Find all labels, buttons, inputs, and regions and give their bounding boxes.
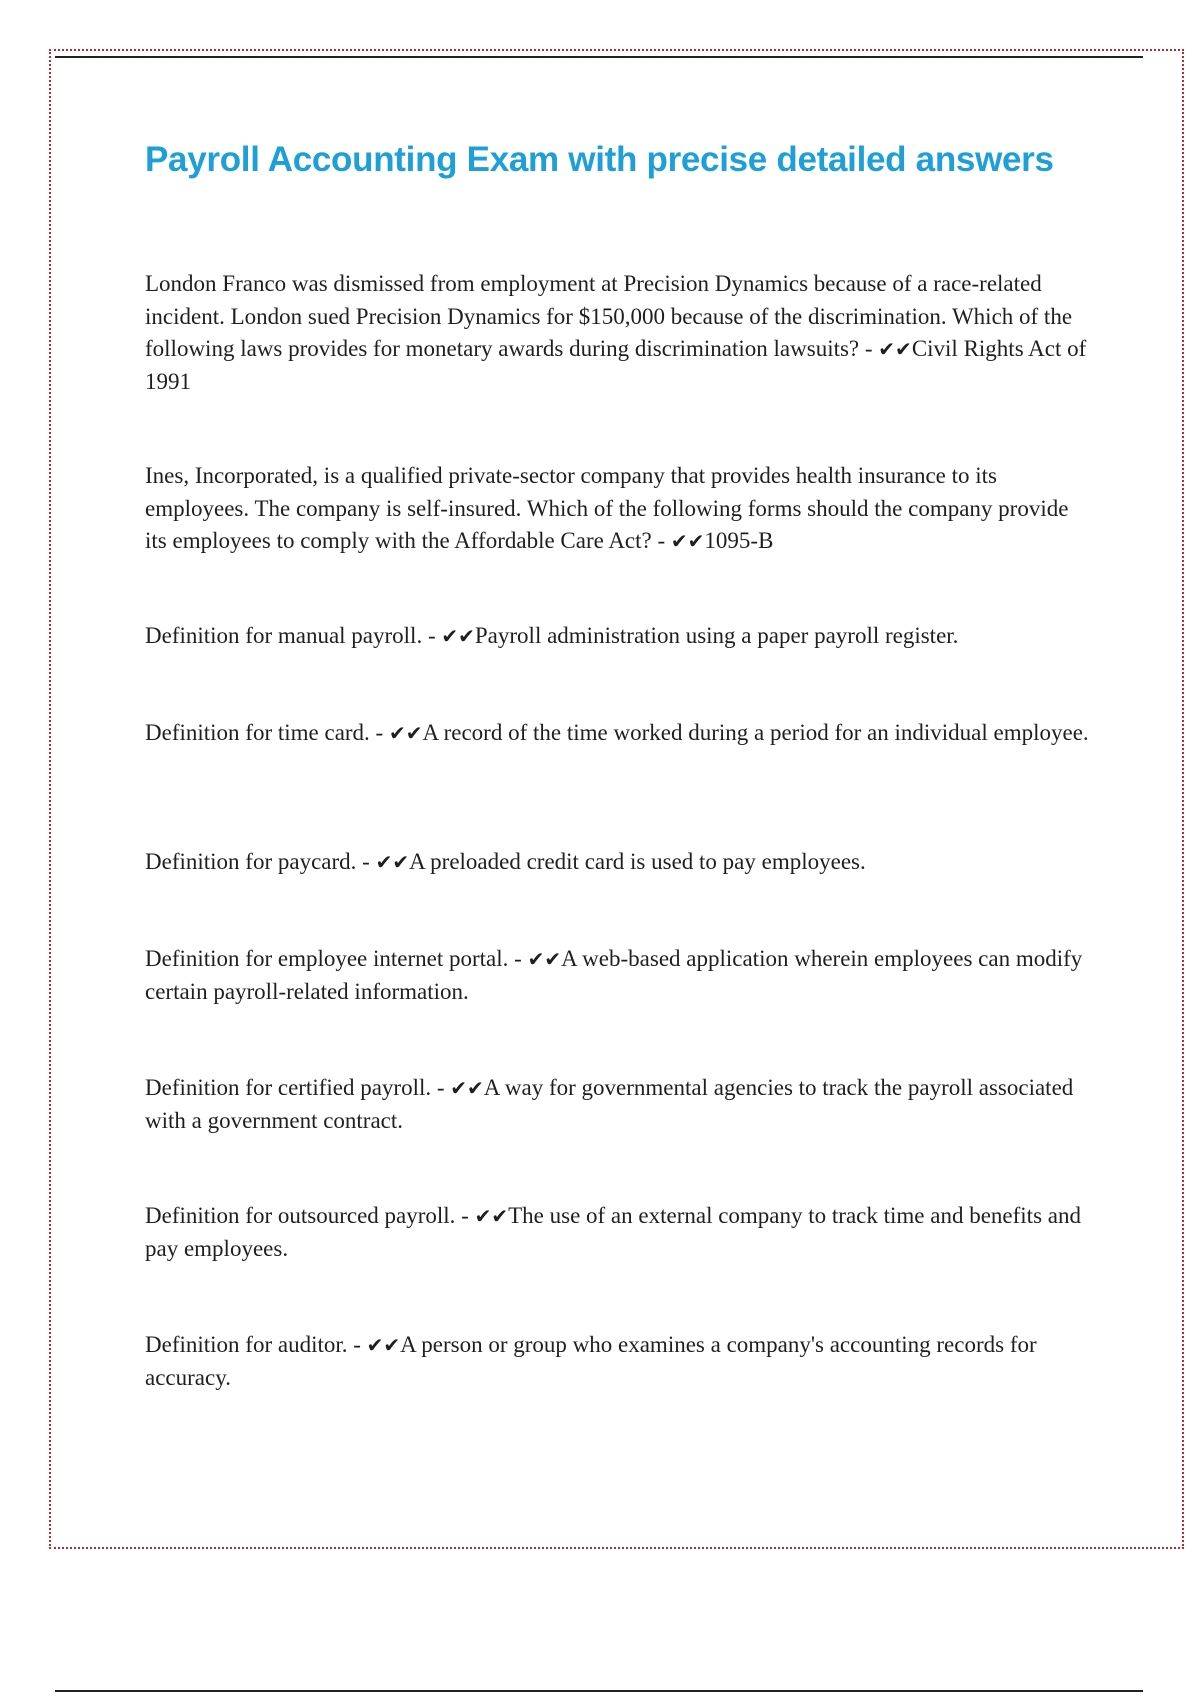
question-text: Definition for outsourced payroll. - xyxy=(145,1203,469,1228)
double-check-icon: ✔✔ xyxy=(441,624,475,648)
answer-text: 1095-B xyxy=(704,528,774,553)
question-text: Definition for certified payroll. - xyxy=(145,1075,445,1100)
document-title: Payroll Accounting Exam with precise detailed answers xyxy=(145,140,1054,179)
double-check-icon: ✔✔ xyxy=(375,850,410,874)
qa-item xyxy=(145,717,1095,750)
qa-item xyxy=(145,460,1095,558)
answer-text: A web-based application wherein employees can modify certain payroll-related information. xyxy=(145,946,1083,1004)
qa-item xyxy=(145,620,1095,653)
question-text: Definition for time card. - xyxy=(145,720,384,745)
answer-text: A way for governmental agencies to track the payroll associated with a government contract. xyxy=(145,1075,1074,1133)
double-check-icon: ✔✔ xyxy=(878,337,912,361)
qa-item xyxy=(145,1200,1095,1265)
double-check-icon: ✔✔ xyxy=(450,1076,484,1100)
double-check-icon: ✔✔ xyxy=(527,947,562,971)
answer-text: Payroll administration using a paper payroll register. xyxy=(474,623,959,648)
question-text: Definition for employee internet portal. - xyxy=(145,946,522,971)
question-text: Definition for auditor. - xyxy=(145,1332,361,1357)
qa-item xyxy=(145,846,1095,879)
answer-text: A preloaded credit card is used to pay employees. xyxy=(409,849,866,874)
double-check-icon: ✔✔ xyxy=(670,529,705,553)
answer-text: A person or group who examines a company's accounting records for accuracy. xyxy=(145,1332,1037,1390)
header-rule xyxy=(55,56,1143,58)
question-text: Definition for manual payroll. - xyxy=(145,623,436,648)
footer-rule xyxy=(55,1690,1143,1692)
question-text: London Franco was dismissed from employment at Precision Dynamics because of a race-related incident. London sued Precision Dynamics for $150,000 because of the discrimination. Which of the following laws provides for monetary awards during discrimination lawsuits? - xyxy=(145,271,1073,361)
double-check-icon: ✔✔ xyxy=(388,721,423,745)
answer-text: The use of an external company to track time and benefits and pay employees. xyxy=(145,1203,1081,1261)
qa-item xyxy=(145,1329,1095,1394)
question-text: Ines, Incorporated, is a qualified private-sector company that provides health insurance to its employees. The company is self-insured. Which of the following forms should the company provide its employees to comply with the Affordable Care Act? - xyxy=(145,463,1069,553)
qa-item xyxy=(145,268,1095,398)
double-check-icon: ✔✔ xyxy=(474,1204,509,1228)
double-check-icon: ✔✔ xyxy=(366,1333,401,1357)
qa-item xyxy=(145,1072,1095,1137)
answer-text: Civil Rights Act of 1991 xyxy=(145,336,1087,394)
question-text: Definition for paycard. - xyxy=(145,849,370,874)
answer-text: A record of the time worked during a period for an individual employee. xyxy=(422,720,1089,745)
qa-item xyxy=(145,943,1095,1008)
